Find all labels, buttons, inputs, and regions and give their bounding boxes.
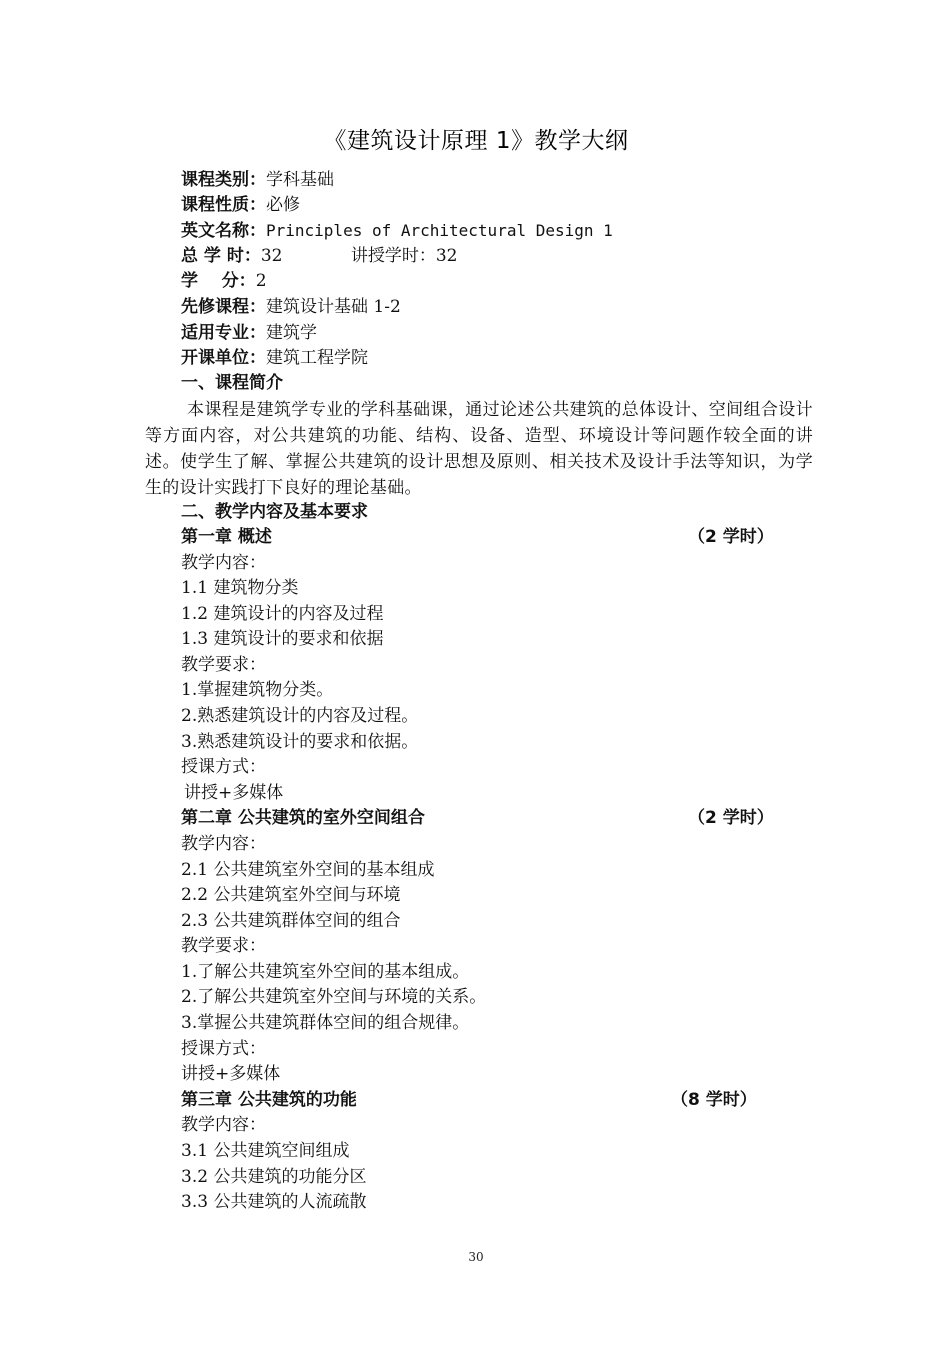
chapter-2-content-label: 教学内容： xyxy=(181,834,266,854)
chapter-2-hours: （2 学时） xyxy=(688,808,774,828)
chapter-2-req-item: 2.了解公共建筑室外空间与环境的关系。 xyxy=(181,987,487,1007)
chapter-2-method: 讲授+多媒体 xyxy=(181,1064,281,1084)
meta-unit-label: 开课单位： xyxy=(181,348,266,368)
section-1-heading: 一、课程简介 xyxy=(181,373,283,393)
meta-nature-value: 必修 xyxy=(266,195,300,215)
chapter-2-req-label: 教学要求： xyxy=(181,936,266,956)
chapter-1-hours: （2 学时） xyxy=(688,527,774,547)
meta-category-value: 学科基础 xyxy=(266,170,334,190)
section-2-heading: 二、教学内容及基本要求 xyxy=(181,502,368,522)
meta-lecture-hours-value: 32 xyxy=(435,246,458,266)
chapter-3-content-label: 教学内容： xyxy=(181,1115,266,1135)
meta-credits-label: 学 分： xyxy=(181,271,256,291)
chapter-3-hours: （8 学时） xyxy=(671,1090,757,1110)
chapter-3-content-item: 3.2 公共建筑的功能分区 xyxy=(181,1167,367,1187)
meta-total-hours-value: 32 xyxy=(260,246,283,266)
meta-major-label: 适用专业： xyxy=(181,323,266,343)
chapter-1-content-item: 1.1 建筑物分类 xyxy=(181,578,299,598)
meta-credits xyxy=(181,269,267,294)
chapter-1-title: 第一章 概述 xyxy=(181,527,272,547)
chapter-1-method: 讲授+多媒体 xyxy=(184,783,284,803)
chapter-3-title: 第三章 公共建筑的功能 xyxy=(181,1090,357,1110)
meta-category-label: 课程类别： xyxy=(181,170,266,190)
chapter-1-req-item: 3.熟悉建筑设计的要求和依据。 xyxy=(181,732,419,752)
meta-unit xyxy=(181,346,368,371)
chapter-1-content-item: 1.3 建筑设计的要求和依据 xyxy=(181,629,384,649)
chapter-3-content-item: 3.1 公共建筑空间组成 xyxy=(181,1141,350,1161)
chapter-2-req-item: 3.掌握公共建筑群体空间的组合规律。 xyxy=(181,1013,470,1033)
chapter-2-req-item: 1.了解公共建筑室外空间的基本组成。 xyxy=(181,962,470,982)
chapter-1-content-item: 1.2 建筑设计的内容及过程 xyxy=(181,604,384,624)
meta-credits-value: 2 xyxy=(255,271,267,291)
chapter-2-content-item: 2.3 公共建筑群体空间的组合 xyxy=(181,911,401,931)
meta-hours xyxy=(181,244,457,269)
chapter-2-method-label: 授课方式： xyxy=(181,1039,266,1059)
chapter-2-title: 第二章 公共建筑的室外空间组合 xyxy=(181,808,425,828)
meta-category xyxy=(181,168,334,193)
meta-total-hours-label: 总 学 时： xyxy=(181,246,261,266)
chapter-2-content-item: 2.1 公共建筑室外空间的基本组成 xyxy=(181,860,435,880)
chapter-1-method-label: 授课方式： xyxy=(181,757,266,777)
page-number: 30 xyxy=(468,1250,484,1264)
section-1-body: 本课程是建筑学专业的学科基础课，通过论述公共建筑的总体设计、空间组合设计等方面内容，对公共建筑的功能、结构、设备、造型、环境设计等问题作较全面的讲述。使学生了解、掌握公共建筑的设计思想及原则、相关技术及设计手法等知识，为学生的设计实践打下良好的理论基础。 xyxy=(145,400,813,498)
page-title: 《建筑设计原理 1》教学大纲 xyxy=(323,128,629,154)
meta-english xyxy=(181,218,613,243)
meta-prereq-value: 建筑设计基础 1-2 xyxy=(266,297,401,317)
meta-prereq xyxy=(181,295,401,320)
meta-major-value: 建筑学 xyxy=(266,323,317,343)
chapter-2-content-item: 2.2 公共建筑室外空间与环境 xyxy=(181,885,401,905)
chapter-1-content-label: 教学内容： xyxy=(181,553,266,573)
chapter-3-content-item: 3.3 公共建筑的人流疏散 xyxy=(181,1192,367,1212)
meta-english-label: 英文名称： xyxy=(181,221,266,241)
chapter-1-req-item: 1.掌握建筑物分类。 xyxy=(181,680,334,700)
chapter-1-req-item: 2.熟悉建筑设计的内容及过程。 xyxy=(181,706,419,726)
meta-major xyxy=(181,321,317,346)
meta-nature xyxy=(181,193,300,218)
meta-lecture-hours-label: 讲授学时： xyxy=(350,246,436,266)
meta-unit-value: 建筑工程学院 xyxy=(266,348,368,368)
meta-prereq-label: 先修课程： xyxy=(181,297,266,317)
chapter-1-req-label: 教学要求： xyxy=(181,655,266,675)
meta-english-value: Principles of Architectural Design 1 xyxy=(266,221,613,240)
meta-nature-label: 课程性质： xyxy=(181,195,266,215)
